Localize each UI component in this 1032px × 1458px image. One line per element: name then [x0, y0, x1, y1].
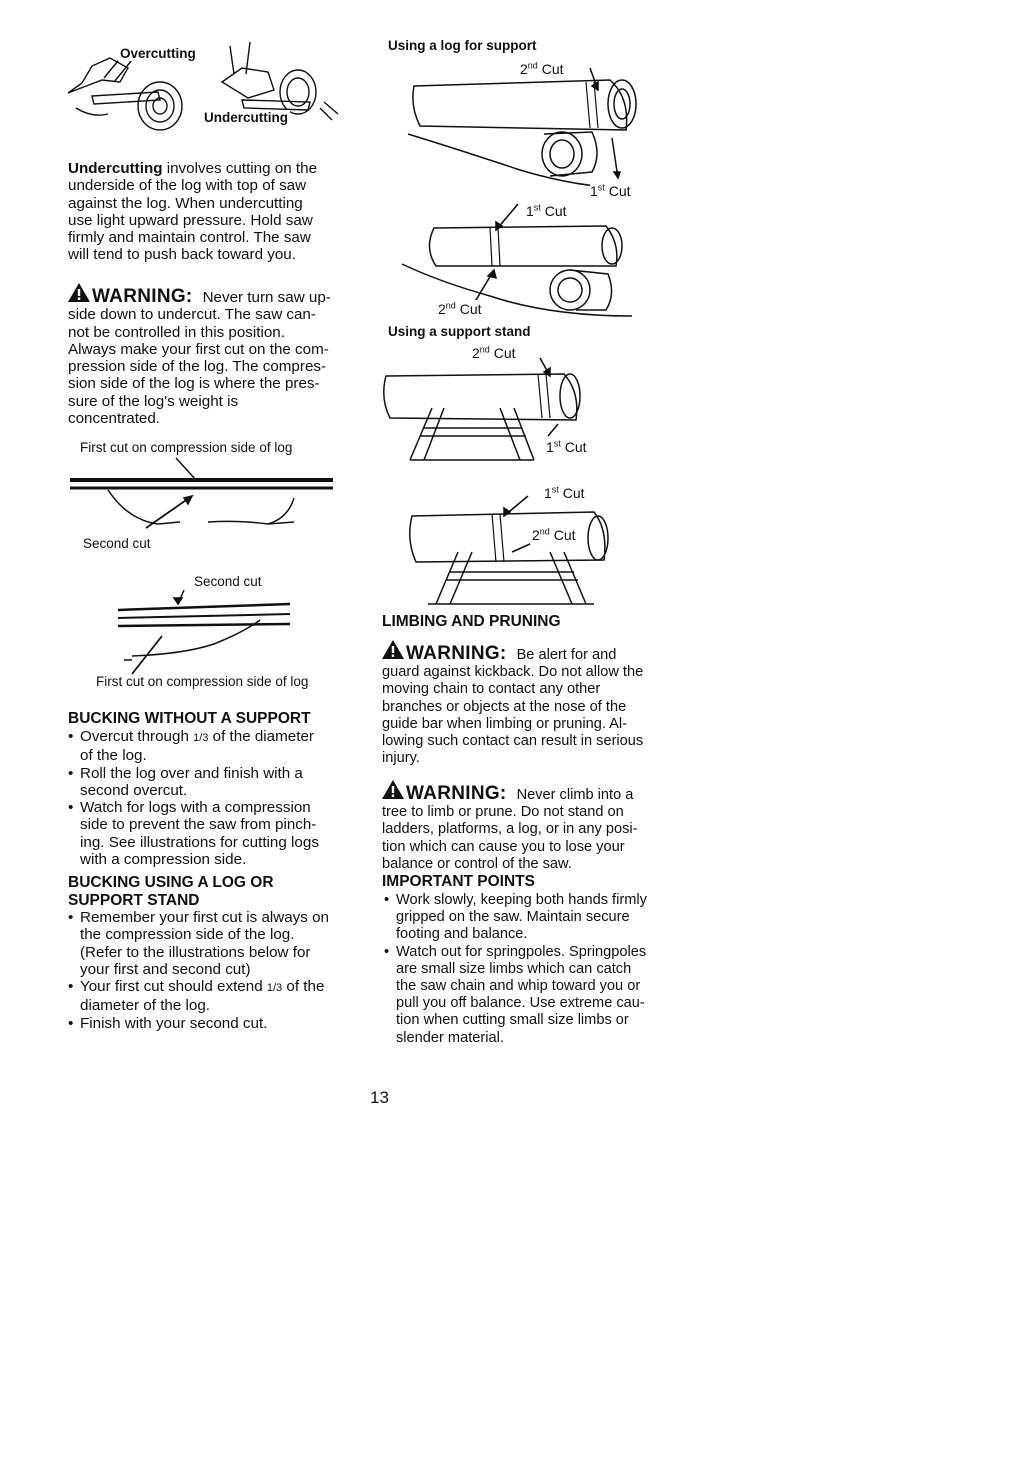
warning2-line-5: injury.: [382, 750, 420, 767]
warning-climb-block: [382, 780, 682, 873]
warning3-line-2: tion which can cause you to lose your: [382, 838, 625, 855]
undercut-line-5: will tend to push back toward you.: [68, 246, 296, 264]
overcutting-label: Overcutting: [120, 46, 196, 61]
support-stand-title: Using a support stand: [388, 324, 531, 339]
warning2-first-line: Be alert for and: [516, 647, 617, 663]
warning2-line-2: branches or objects at the nose of the: [382, 698, 627, 715]
warning-kickback-block: [382, 640, 682, 767]
list-item: • Overcut through 1/3 of the diameter of the log.: [66, 728, 366, 765]
warning1-line-2: Always make your first cut on the com-: [68, 340, 329, 358]
support-stand-second-cut-top: 2nd Cut: [472, 344, 516, 361]
undercut-line-4: firmly and maintain control. The saw: [68, 229, 311, 247]
page-number: 13: [370, 1088, 389, 1107]
warning-overcut-block: [68, 283, 368, 427]
support-stand-figure: [380, 324, 660, 614]
warning-triangle-icon: [382, 640, 404, 659]
warning1-line-3: pression side of the log. The compres-: [68, 358, 327, 376]
warning3-line-3: balance or control of the saw.: [382, 855, 572, 872]
list-item: • Remember your first cut is always on the compression side of the log. (Refer to the illustrations below for your first and second cut): [66, 909, 366, 978]
undercutting-paragraph: [68, 160, 358, 264]
warning2-line-4: lowing such contact can result in serious: [382, 733, 644, 750]
warning1-line-6: concentrated.: [68, 410, 161, 428]
important-points-heading: IMPORTANT POINTS: [382, 873, 535, 890]
warning2-line-0: guard against kickback. Do not allow the: [382, 664, 644, 681]
important-points-list: [382, 892, 682, 1047]
warning1-line-0: side down to undercut. The saw can-: [68, 306, 316, 324]
support-stand-second-cut-bottom: 2nd Cut: [532, 526, 576, 543]
compression-figure-bottom: [84, 574, 344, 694]
overcut-undercut-figure: [62, 38, 342, 138]
undercut-line-1: underside of the log with top of saw: [68, 177, 307, 195]
list-item: • Your first cut should extend 1/3 of the diameter of the log.: [66, 978, 366, 1015]
first-cut-compression-label-bottom: First cut on compression side of log: [96, 674, 309, 689]
list-item: • Roll the log over and finish with a second overcut.: [66, 765, 366, 800]
warning-label: WARNING:: [406, 783, 507, 804]
support-stand-first-cut-top: 1st Cut: [546, 438, 587, 455]
warning-label: WARNING:: [92, 286, 193, 307]
warning2-line-3: guide bar when limbing or pruning. Al-: [382, 715, 627, 732]
log-support-drawing: [380, 38, 660, 318]
first-cut-compression-label: First cut on compression side of log: [80, 440, 293, 455]
warning1-first-line: Never turn saw up-: [202, 289, 331, 306]
list-item: • Watch out for springpoles. Springpoles are small size limbs which can catch the saw chain and whip toward you or pull you off balance. Use extreme cau- tion when cutting small size limbs or slender material.: [382, 944, 682, 1047]
warning2-line-1: moving chain to contact any other: [382, 681, 601, 698]
limbing-pruning-heading: LIMBING AND PRUNING: [382, 613, 561, 630]
one-third-fraction: 1/3: [193, 732, 209, 744]
log-support-title: Using a log for support: [388, 38, 537, 53]
list-item: • Watch for logs with a compression side to prevent the saw from pinch- ing. See illustrations for cutting logs with a compression side.: [66, 799, 366, 868]
bucking-using-heading: BUCKING USING A LOG OR SUPPORT STAND: [68, 874, 274, 909]
warning3-line-1: ladders, platforms, a log, or in any posi-: [382, 821, 638, 838]
bucking-using-list: [66, 909, 366, 1032]
list-item: • Finish with your second cut.: [66, 1015, 366, 1032]
undercut-line-2: against the log. When undercutting: [68, 194, 303, 212]
bucking-without-heading: BUCKING WITHOUT A SUPPORT: [68, 710, 311, 727]
warning3-first-line: Never climb into a: [516, 787, 634, 803]
warning1-line-5: sure of the log's weight is: [68, 392, 239, 410]
support-stand-drawing: [380, 324, 660, 614]
one-third-fraction: 1/3: [266, 982, 283, 995]
warning-triangle-icon: [382, 780, 404, 799]
bucking-without-list: [66, 728, 366, 868]
second-cut-label-bottom: Second cut: [194, 574, 262, 589]
warning1-line-4: sion side of the log is where the pres-: [68, 375, 320, 393]
warning-label: WARNING:: [406, 643, 507, 664]
compression-figure-top: [68, 438, 348, 558]
undercut-line-0: involves cutting on the: [166, 160, 318, 177]
log-support-first-cut-mid: 1st Cut: [526, 202, 567, 219]
log-support-first-cut-top: 1st Cut: [590, 182, 631, 199]
undercutting-label: Undercutting: [204, 110, 288, 125]
warning3-line-0: tree to limb or prune. Do not stand on: [382, 804, 624, 821]
second-cut-label: Second cut: [83, 536, 151, 551]
undercutting-term: Undercutting: [68, 160, 163, 177]
log-support-second-cut-top: 2nd Cut: [520, 60, 564, 77]
undercut-line-3: use light upward pressure. Hold saw: [68, 211, 313, 229]
warning-triangle-icon: [68, 283, 90, 302]
log-support-second-cut-mid: 2nd Cut: [438, 300, 482, 317]
warning1-line-1: not be controlled in this position.: [68, 323, 285, 341]
log-support-figure: [380, 38, 660, 318]
support-stand-first-cut-bottom: 1st Cut: [544, 484, 585, 501]
list-item: • Work slowly, keeping both hands firmly gripped on the saw. Maintain secure footing and balance.: [382, 892, 682, 944]
